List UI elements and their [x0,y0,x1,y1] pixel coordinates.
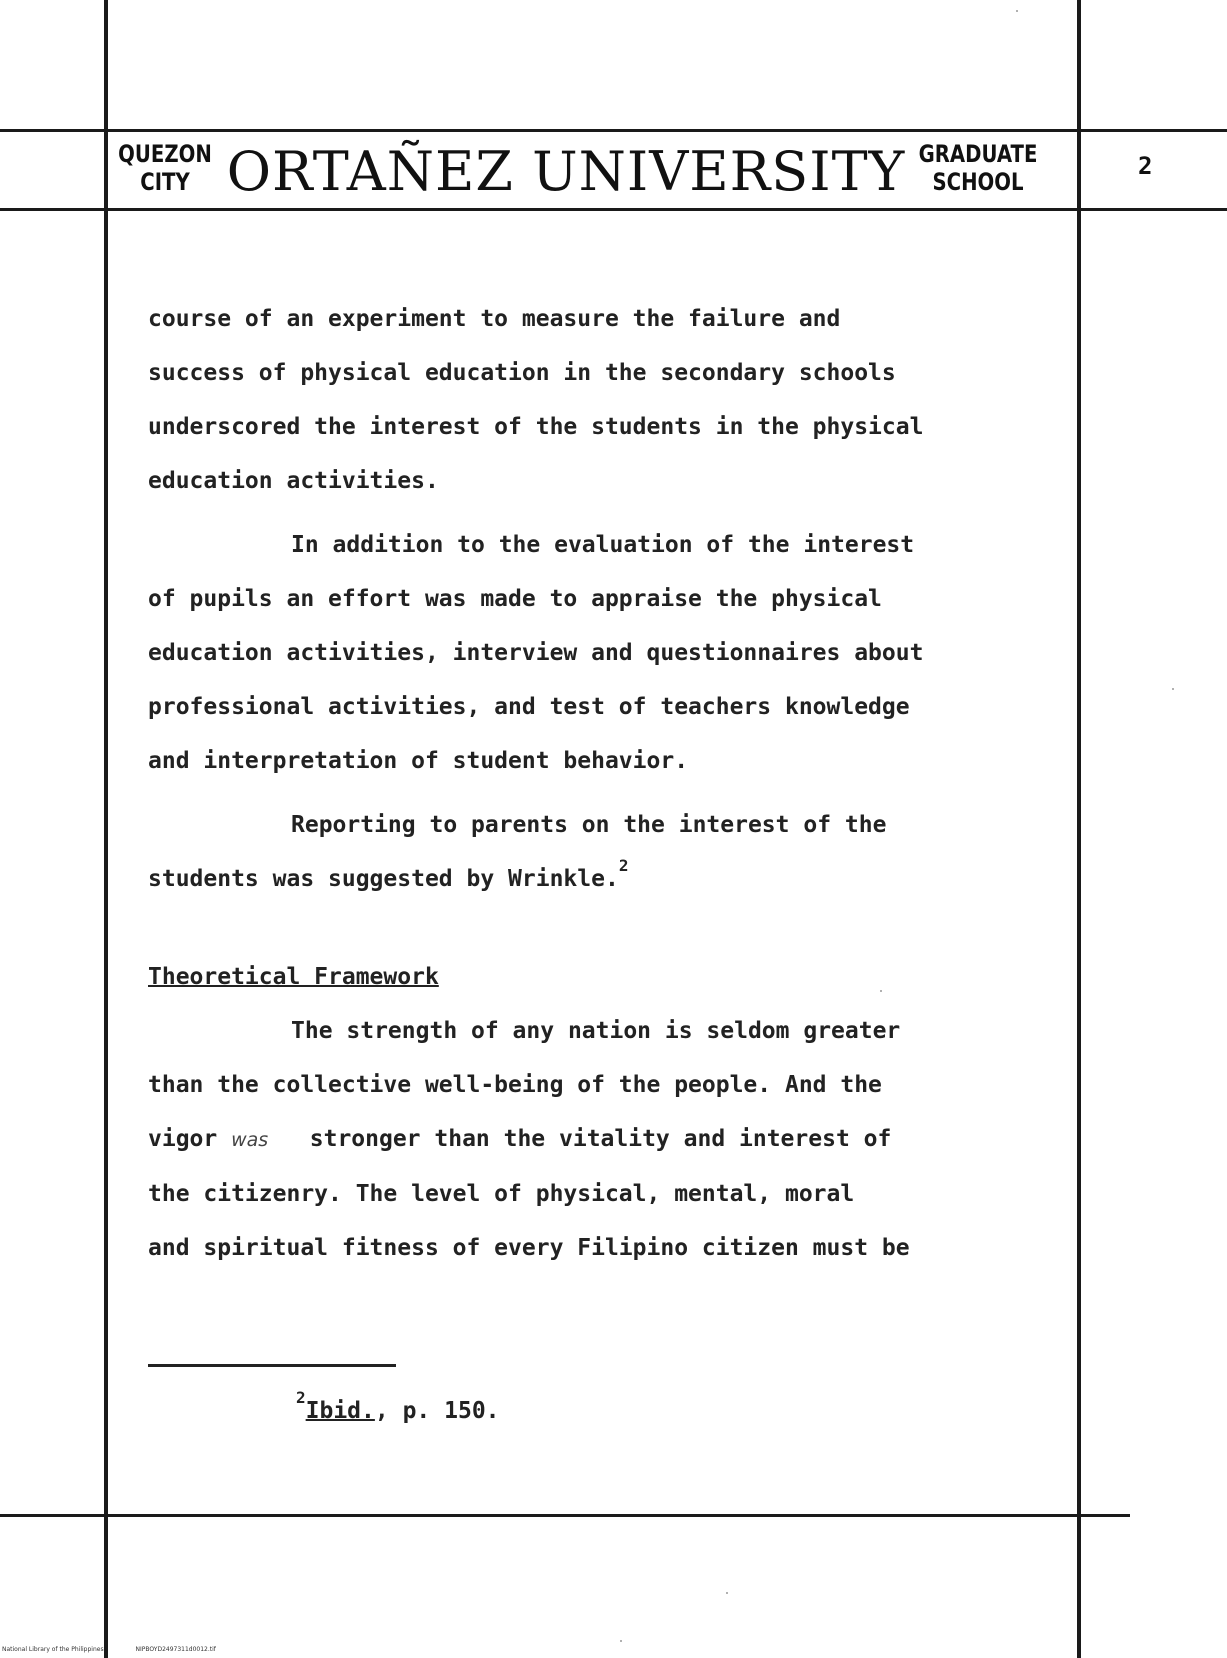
footnote-number: 2 [296,1388,306,1408]
letterhead-city [117,140,214,196]
framework-paragraph [148,1004,1068,1275]
text-line: the citizenry. The level of physical, mental, moral [148,1181,855,1207]
school-line-2: SCHOOL [932,168,1024,196]
scan-speck [726,1592,728,1594]
archive-library: National Library of the Philippines [2,1646,104,1653]
footnote-source: Ibid. [305,1398,375,1424]
letterhead-top-rule [0,129,1227,132]
body-text [148,292,1068,1275]
paragraph-2 [148,518,1068,788]
paragraph-3 [148,798,1068,906]
scan-speck [620,1640,622,1642]
page-number: 2 [1138,152,1153,180]
text-line: and interpretation of student behavior. [148,748,689,774]
text-line: of pupils an effort was made to appraise the physical [148,586,882,612]
handwritten-insertion: was [231,1129,269,1151]
letterhead-bottom-rule [0,208,1227,211]
section-heading: Theoretical Framework [148,964,439,990]
text-line: professional activities, and test of teachers knowledge [148,694,910,720]
paragraph-1 [148,292,1068,508]
text-fragment: vigor [148,1126,218,1152]
footnote-separator [148,1364,396,1367]
text-line: than the collective well-being of the people. And the [148,1072,882,1098]
archive-file-code: NIPBOYD2497311d0012.tif [135,1646,216,1653]
footnote [296,1388,500,1424]
footnote-marker: 2 [618,856,629,876]
text-line: students was suggested by Wrinkle. [148,866,619,892]
scan-speck [880,990,882,992]
text-line: Reporting to parents on the interest of the [291,812,887,838]
text-line: education activities, interview and questionnaires about [148,640,924,666]
text-line: The strength of any nation is seldom greater [291,1018,901,1044]
text-line: underscored the interest of the students in the physical [148,414,924,440]
text-line: success of physical education in the secondary schools [148,360,896,386]
city-line-1: QUEZON [118,140,212,168]
text-line: and spiritual fitness of every Filipino citizen must be [148,1235,910,1261]
bottom-rule [0,1514,1130,1517]
text-line: In addition to the evaluation of the interest [291,532,915,558]
letterhead-school [916,140,1041,196]
text-line-with-footnote [148,852,1068,906]
text-line-with-correction [148,1112,1068,1167]
school-line-1: GRADUATE [918,140,1038,168]
archive-strip [2,1646,216,1653]
city-line-2: CITY [140,168,190,196]
footnote-page: , p. 150. [374,1398,500,1424]
scan-speck [1172,688,1174,690]
text-line: education activities. [148,468,439,494]
scan-speck [1016,10,1018,12]
text-line: course of an experiment to measure the failure and [148,306,841,332]
letterhead-university-name: ORTAÑEZ UNIVERSITY [226,140,906,203]
left-margin-rule [104,0,108,1658]
text-fragment: stronger than the vitality and interest of [309,1126,892,1152]
right-margin-rule [1077,0,1081,1658]
